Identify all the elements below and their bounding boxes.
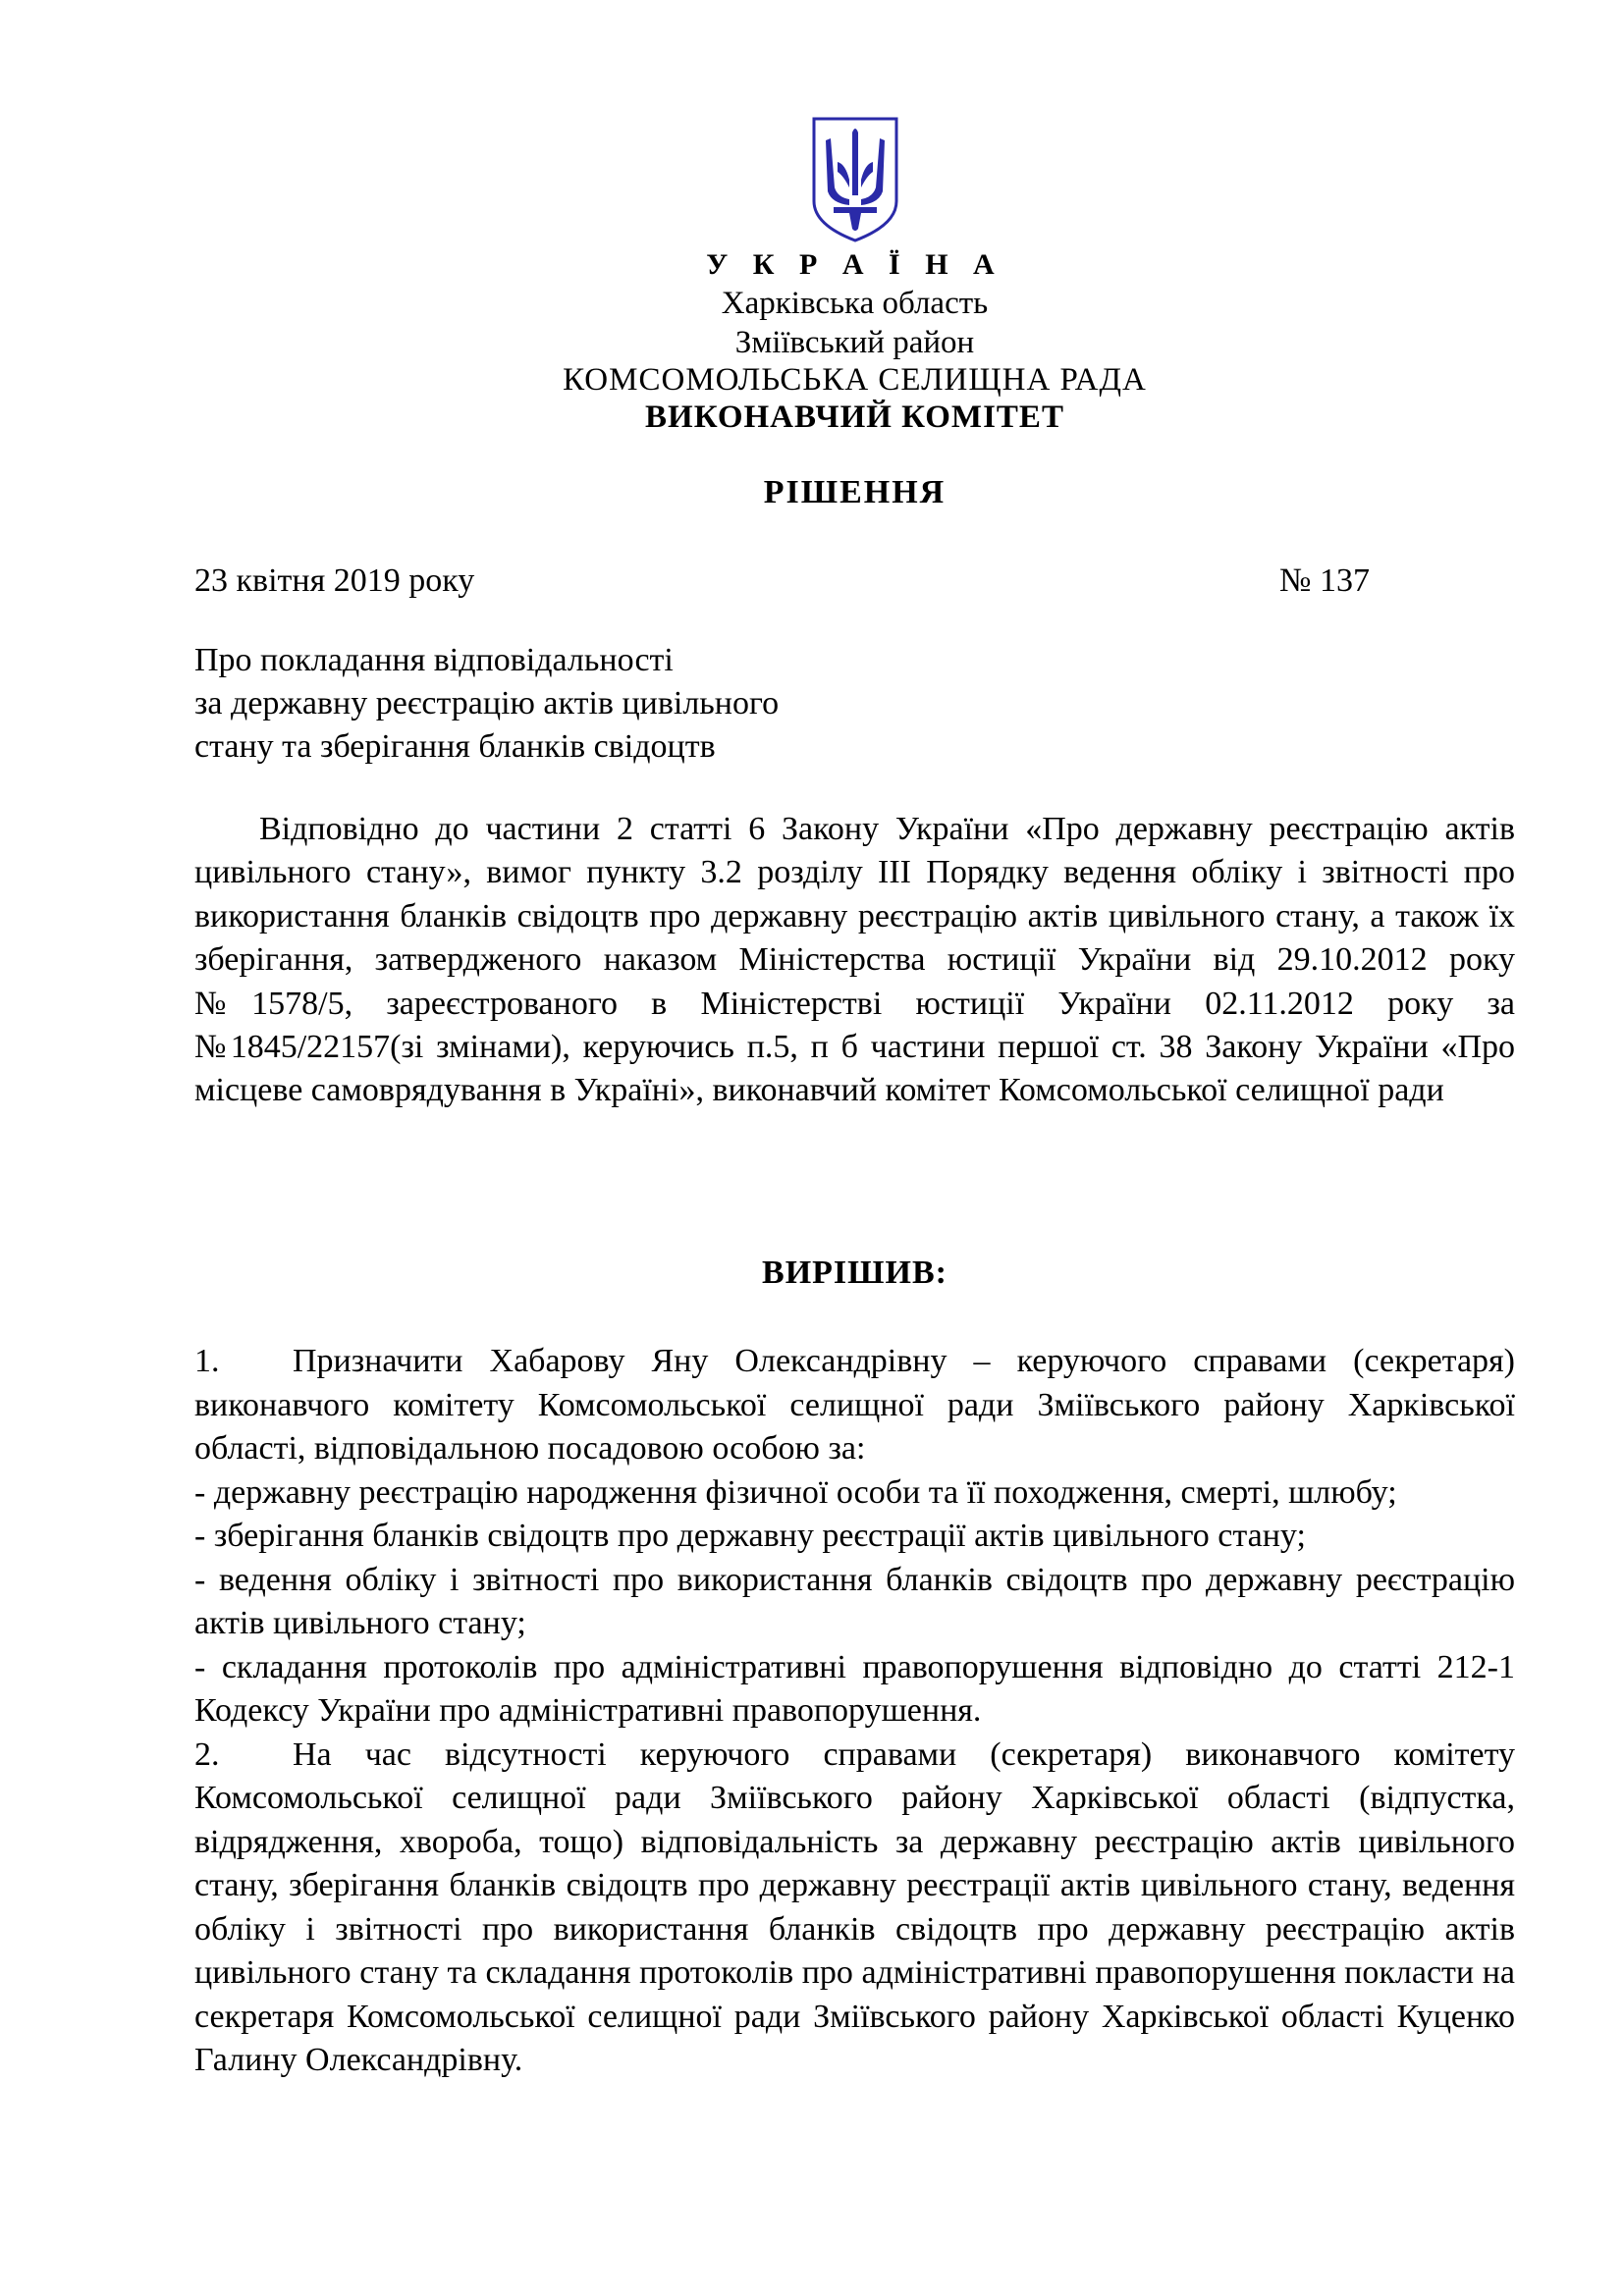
- country-name: У К Р А Ї Н А: [706, 248, 1003, 281]
- resolution-body: [194, 1340, 1515, 2083]
- subject-line: стану та зберігання бланків свідоцтв: [194, 728, 716, 765]
- district-name: Зміївський район: [734, 325, 975, 360]
- document-subject: [194, 639, 1078, 769]
- resolved-heading: ВИРІШИВ:: [762, 1255, 947, 1291]
- item-number: 1.: [194, 1343, 220, 1379]
- resolution-item-1: [194, 1340, 1515, 1471]
- subitem: - державну реєстрацію народження фізичної особи та її походження, смерті, шлюбу;: [194, 1473, 1397, 1511]
- subitem: - ведення обліку і звітності про використання бланків свідоцтв про державну реєстрацію актів цивільного стану;: [194, 1561, 1515, 1641]
- region-name: Харківська область: [721, 286, 989, 321]
- subitem: - зберігання бланків свідоцтв про державну реєстрації актів цивільного стану;: [194, 1518, 1306, 1554]
- committee-name: ВИКОНАВЧИЙ КОМІТЕТ: [645, 400, 1064, 435]
- preamble-paragraph: Відповідно до частини 2 статті 6 Закону України «Про державну реєстрацію актів цивільного стану», вимог пункту 3.2 розділу ІІІ Порядку ведення обліку і звітності про використання бланків свідоцтв про державну реєстрацію актів цивільного стану, а також їх зберігання, затвердженого наказом Міністерства юстиції України від 29.10.2012 року №1578/5, зареєстрованого в Міністерстві юстиції України 02.11.2012 року за №1845/22157(зі змінами), керуючись п.5, п б частини першої ст. 38 Закону України «Про місцеве самоврядування в Україні», виконавчий комітет Комсомольської селищної ради: [194, 811, 1515, 1109]
- item-text: На час відсутності керуючого справами (секретаря) виконавчого комітету Комсомольської селищної ради Зміївського району Харківської області (відпустка, відрядження, хвороба, тощо) відповідальність за державну реєстрацію актів цивільного стану, зберігання бланків свідоцтв про державну реєстрації актів цивільного стану, ведення обліку і звітності про використання бланків свідоцтв про державну реєстрацію актів цивільного стану та складання протоколів про адміністративні правопорушення покласти на секретаря Комсомольської селищної ради Зміївського району Харківської області Куценко Галину Олександрівну.: [194, 1735, 1515, 2078]
- document-date: 23 квітня 2019 року: [194, 562, 475, 599]
- resolution-item-2: [194, 1734, 1515, 2083]
- item-number: 2.: [194, 1735, 220, 1773]
- tryzub-coat-of-arms-icon: [808, 115, 902, 244]
- subject-line: за державну реєстрацію актів цивільного: [194, 685, 780, 721]
- item-text: Призначити Хабарову Яну Олександрівну – керуючого справами (секретаря) виконавчого комітету Комсомольської селищної ради Зміївського району Харківської області, відповідальною посадовою особою за:: [194, 1343, 1515, 1467]
- document-type-heading: РІШЕННЯ: [763, 474, 947, 510]
- document-page: [194, 0, 1515, 2296]
- council-name: КОМСОМОЛЬСЬКА СЕЛИЩНА РАДА: [563, 362, 1147, 398]
- subject-line: Про покладання відповідальності: [194, 642, 674, 678]
- subitem: - складання протоколів про адміністративні правопорушення відповідно до статті 212-1 Кодексу України про адміністративні правопорушення.: [194, 1648, 1515, 1729]
- document-number: № 137: [1279, 562, 1370, 599]
